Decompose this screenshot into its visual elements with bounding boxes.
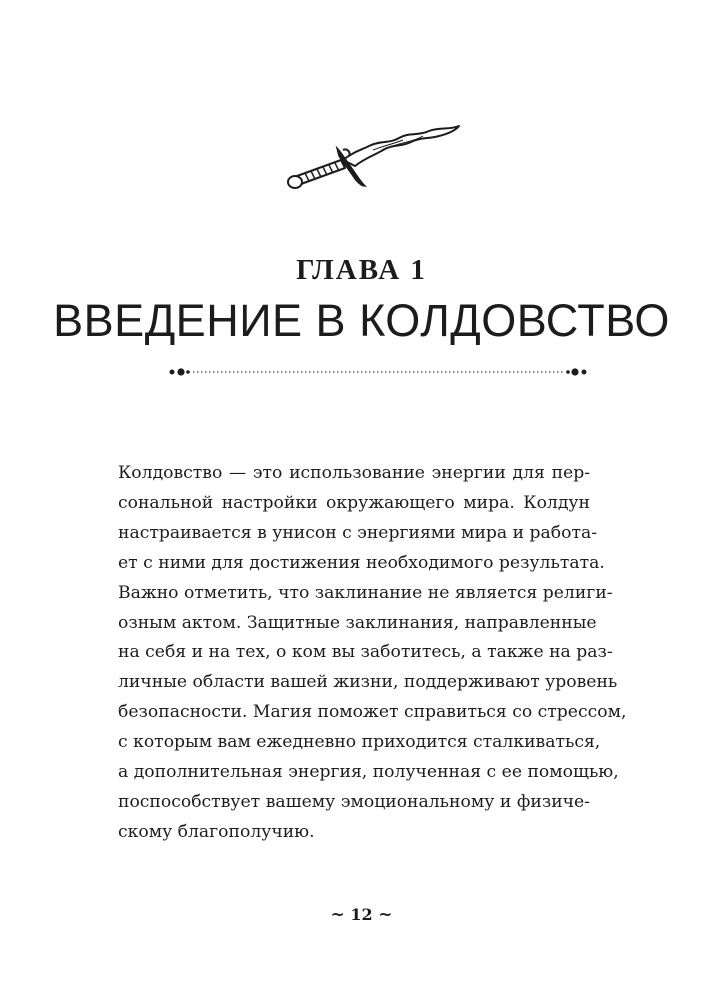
text-line: настраивается в унисон с энергиями мира и работа- xyxy=(118,522,598,543)
text-line: сональной настройки окружающего мира. Колдун xyxy=(118,492,590,513)
tilde-left: ~ xyxy=(330,905,345,925)
body-paragraph xyxy=(118,459,627,848)
text-line: а дополнительная энергия, полученная с ее помощью, xyxy=(118,762,619,783)
chapter-label: ГЛАВА 1 xyxy=(296,254,427,286)
text-line: личные области вашей жизни, поддерживают уровень xyxy=(118,672,618,693)
text-line: ет с ними для достижения необходимого результата. xyxy=(118,552,605,573)
text-line: поспособствует вашему эмоциональному и физиче- xyxy=(118,791,590,812)
chapter-title: ВВЕДЕНИЕ В КОЛДОВСТВО xyxy=(53,295,670,346)
dagger-icon xyxy=(283,122,465,194)
tilde-right: ~ xyxy=(378,905,393,925)
text-line: безопасности. Магия поможет справиться со стрессом, xyxy=(118,702,627,723)
text-line: Колдовство — это использование энергии для пер- xyxy=(118,463,590,483)
text-line: на себя и на тех, о ком вы заботитесь, а также на раз- xyxy=(118,642,613,663)
page-number-footer xyxy=(0,903,723,927)
page-number: 12 xyxy=(350,905,373,924)
text-line: с которым вам ежедневно приходится сталкиваться, xyxy=(118,732,601,753)
text-line: Важно отметить, что заклинание не является религи- xyxy=(118,582,613,603)
dotted-divider-icon xyxy=(168,365,588,379)
text-line: скому благополучию. xyxy=(118,821,315,842)
text-line: озным актом. Защитные заклинания, направленные xyxy=(118,612,597,633)
